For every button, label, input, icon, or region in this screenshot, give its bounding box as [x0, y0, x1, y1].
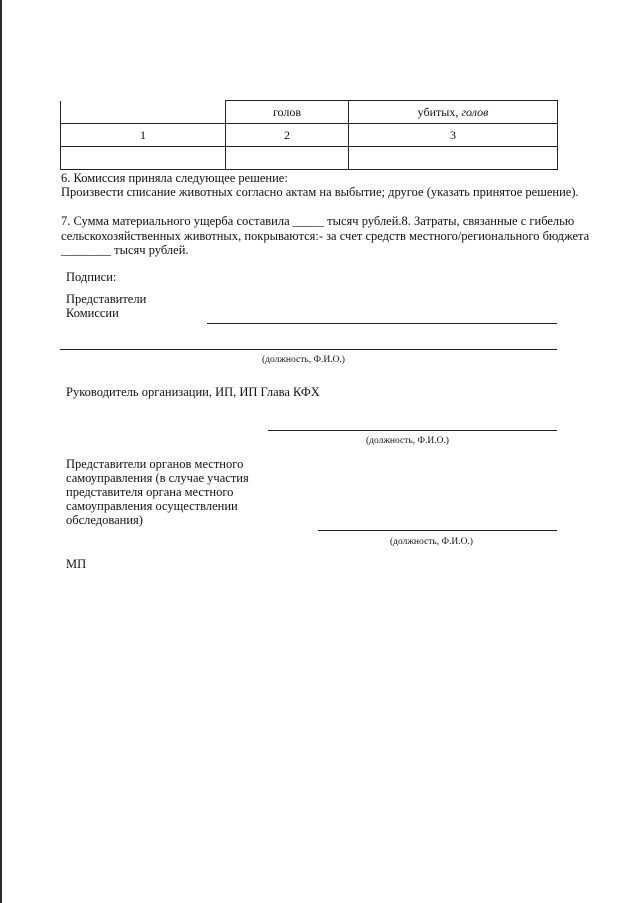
- table-cell: 3: [349, 124, 558, 147]
- table-number-row: [61, 124, 558, 147]
- local-gov-label-line: самоуправления (в случае участия: [66, 471, 249, 485]
- local-gov-label-line: самоуправления осуществлении: [66, 499, 238, 513]
- section6-heading: 6. Комиссия приняла следующее решение:: [61, 171, 288, 185]
- table-empty-row: [61, 147, 558, 170]
- header-killed-label: убитых,: [417, 104, 462, 119]
- local-gov-label-line: обследования): [66, 513, 143, 527]
- local-gov-signature-line: [318, 530, 557, 531]
- local-gov-label-line: Представители органов местного: [66, 457, 244, 471]
- commission-label-line1: Представители: [66, 292, 147, 306]
- header-killed-unit: голов: [461, 104, 489, 119]
- table-header-cell: голов: [226, 101, 349, 124]
- page-left-edge: [0, 0, 2, 903]
- position-caption: (должность, Ф.И.О.): [390, 537, 473, 547]
- table-cell: [349, 147, 558, 170]
- seal-label: МП: [66, 557, 87, 571]
- commission-label-line2: Комиссии: [66, 306, 119, 320]
- commission-signature-line-2: [60, 349, 557, 350]
- head-of-organization-label: Руководитель организации, ИП, ИП Глава КФХ: [66, 385, 320, 399]
- table-cell: [226, 147, 349, 170]
- position-caption: (должность, Ф.И.О.): [262, 355, 345, 365]
- position-caption: (должность, Ф.И.О.): [366, 436, 449, 446]
- section7-line2: сельскохозяйственных животных, покрываются:- за счет средств местного/регионального бюджета: [61, 229, 590, 243]
- table-header-cell: [61, 101, 226, 124]
- table-header-row: [61, 101, 558, 124]
- commission-signature-line: [207, 323, 557, 324]
- table-cell: [61, 147, 226, 170]
- local-gov-label-line: представителя органа местного: [66, 485, 234, 499]
- section7-line3: ________ тысяч рублей.: [61, 243, 189, 257]
- animals-table: [60, 100, 558, 170]
- table-cell: 2: [226, 124, 349, 147]
- table-cell: 1: [61, 124, 226, 147]
- head-signature-line: [268, 430, 557, 431]
- table-header-cell: [349, 101, 558, 124]
- section6-text: Произвести списание животных согласно актам на выбытие; другое (указать принятое решение).: [61, 185, 579, 199]
- section7-line1: 7. Сумма материального ущерба составила _____ тысяч рублей.8. Затраты, связанные с гибелью: [61, 214, 575, 228]
- signatures-heading: Подписи:: [66, 270, 117, 284]
